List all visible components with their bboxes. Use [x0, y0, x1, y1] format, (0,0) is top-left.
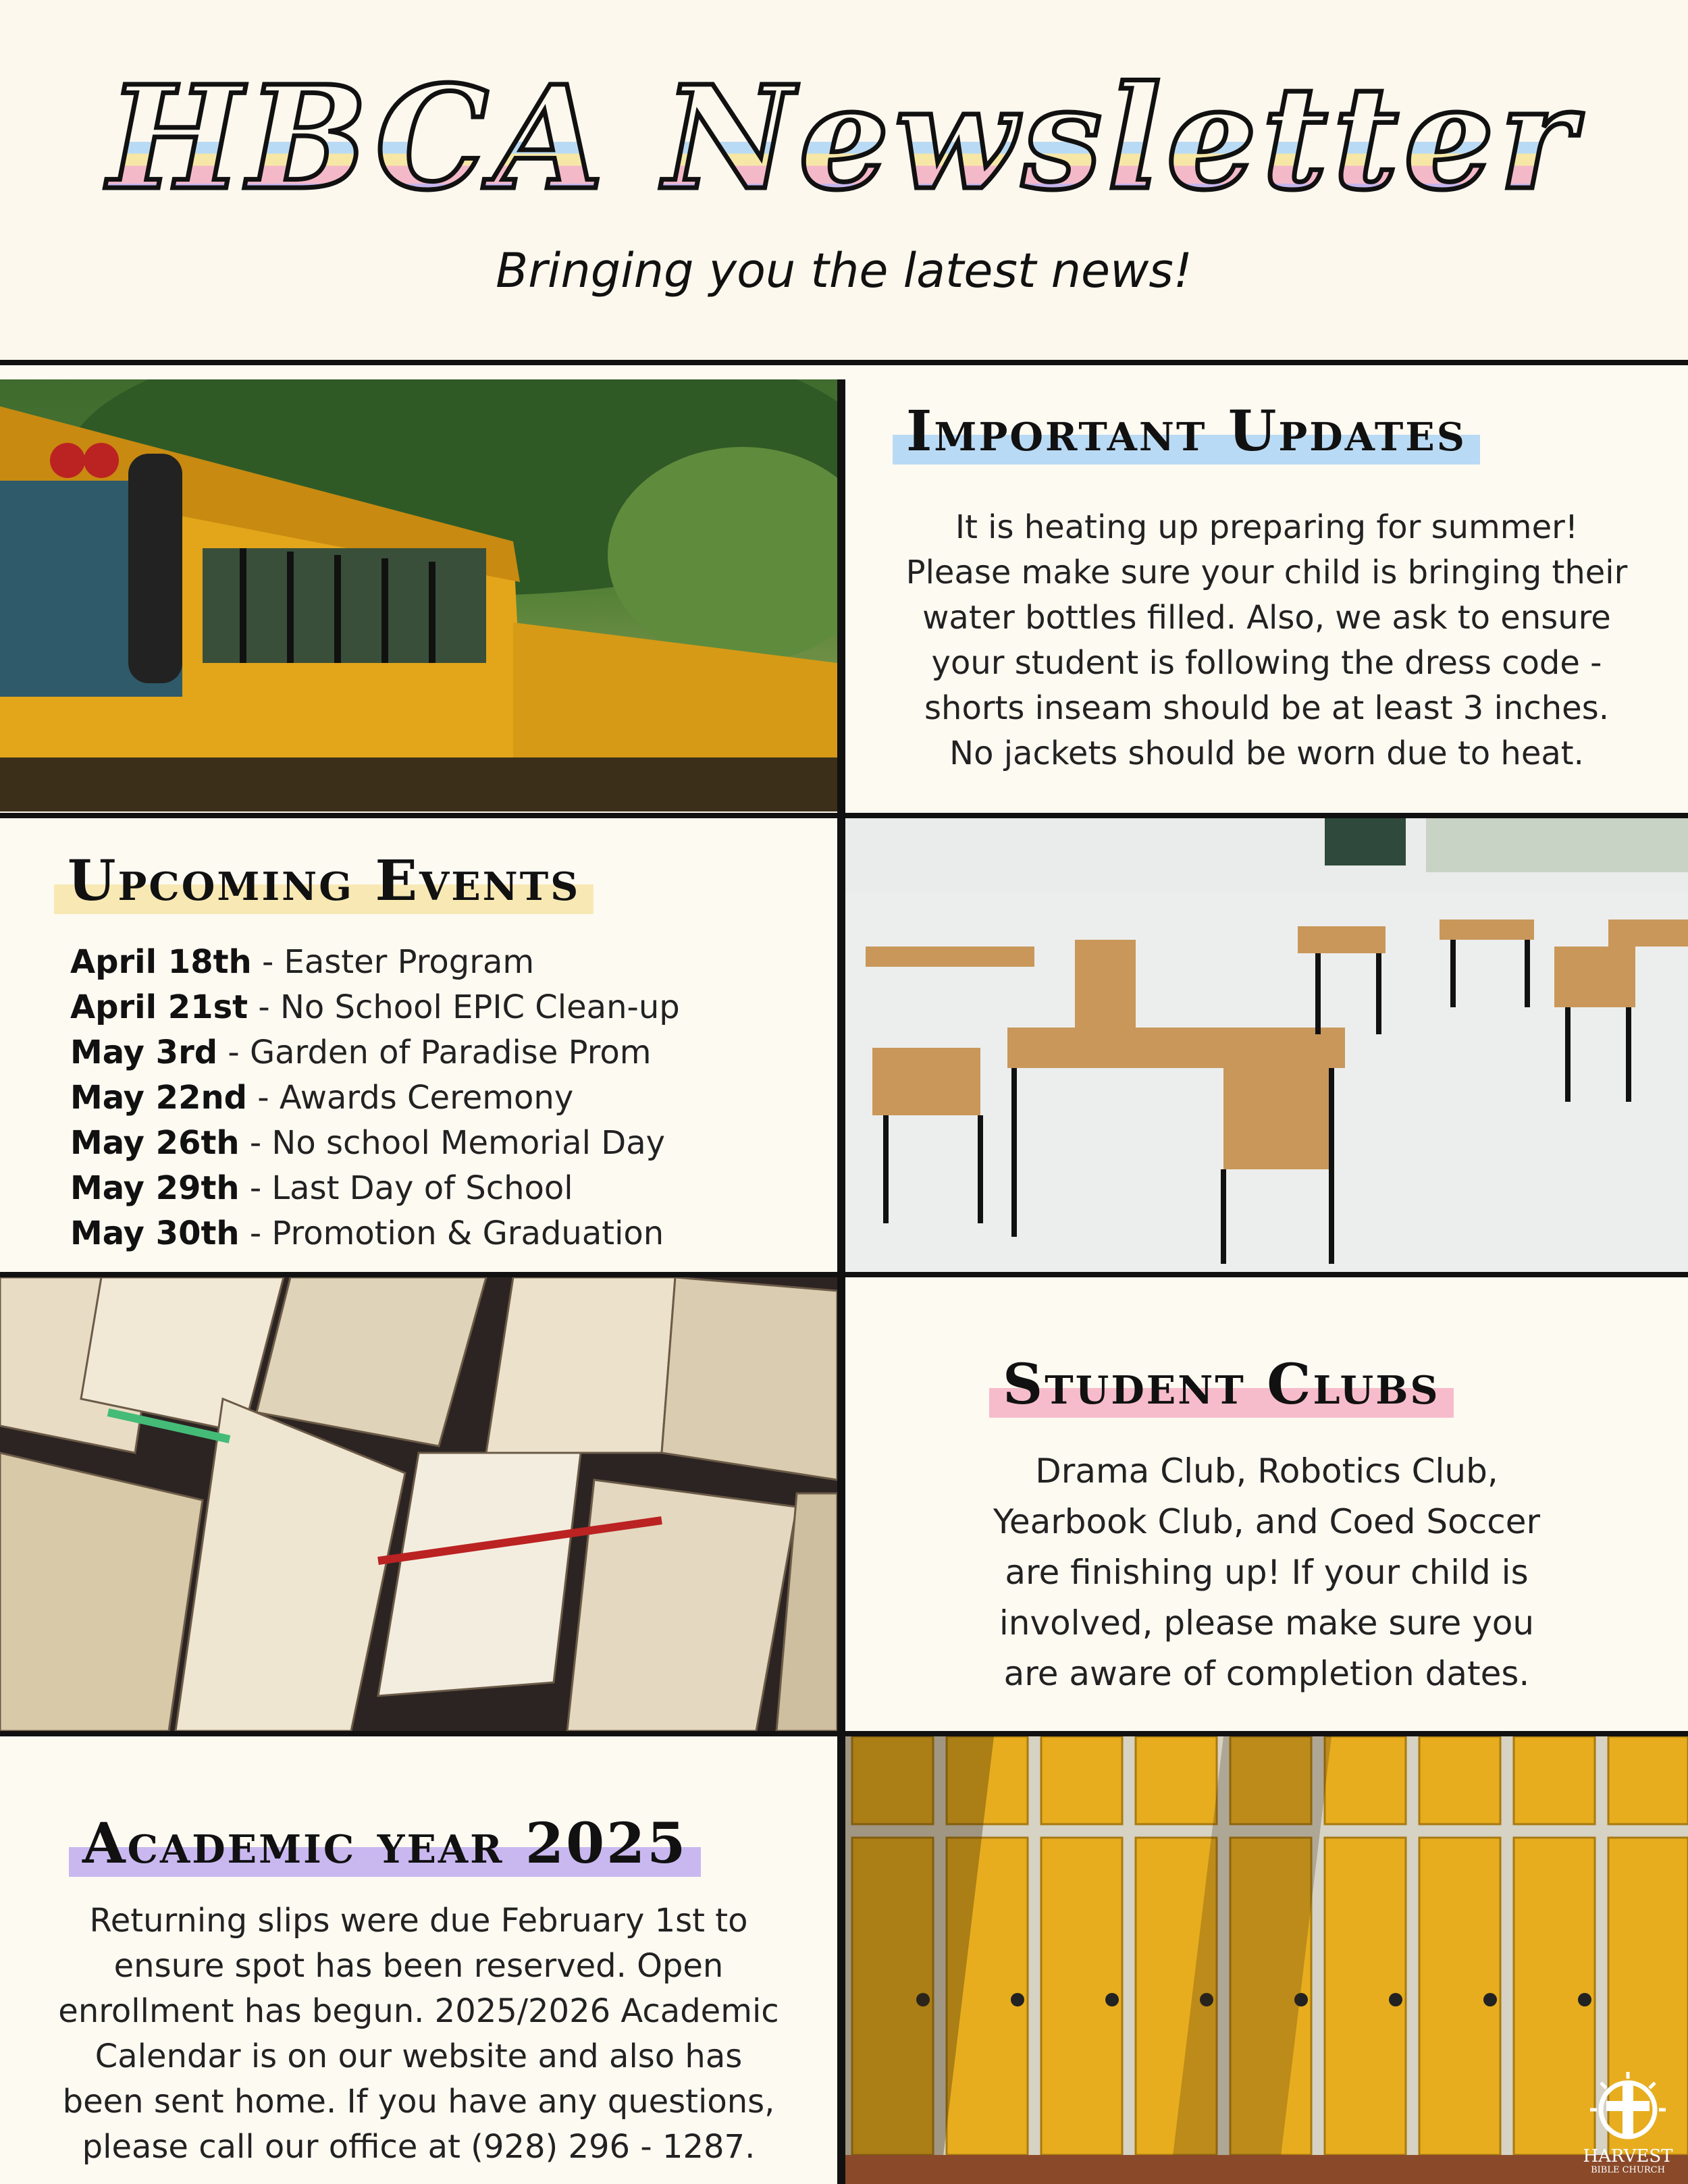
text-line: Yearbook Club, and Coed Soccer: [993, 1502, 1541, 1541]
stacked-books-photo: [0, 1277, 837, 1731]
academic-year-text: [0, 1898, 837, 2170]
text-line: Drama Club, Robotics Club,: [1035, 1451, 1498, 1491]
logo-name: HARVEST: [1583, 2146, 1673, 2166]
lockers-illustration: [845, 1736, 1688, 2184]
list-item: April 21st - No School EPIC Clean-up: [70, 988, 680, 1026]
text-line: It is heating up preparing for summer!: [955, 508, 1579, 546]
text-line: enrollment has begun. 2025/2026 Academic: [58, 1992, 779, 2030]
text-line: been sent home. If you have any questions,: [62, 2083, 775, 2121]
school-bus-photo: [0, 379, 837, 811]
text-line: your student is following the dress code -: [931, 644, 1602, 682]
list-item: May 26th - No school Memorial Day: [70, 1124, 666, 1162]
student-clubs-heading: Student Clubs: [1003, 1357, 1440, 1412]
cross-sun-icon: [1587, 2071, 1668, 2145]
logo-tagline: BIBLE CHURCH: [1591, 2165, 1665, 2175]
academic-year-heading: Academic year 2025: [82, 1816, 687, 1871]
column-divider: [837, 379, 845, 2184]
text-line: involved, please make sure you: [999, 1603, 1535, 1643]
classroom-desks-photo: [845, 818, 1688, 1272]
text-line: please call our office at (928) 296 - 1287.: [82, 2128, 756, 2166]
list-item: May 3rd - Garden of Paradise Prom: [70, 1034, 652, 1071]
header-divider: [0, 360, 1688, 365]
important-updates-text: [845, 505, 1688, 776]
text-line: water bottles filled. Also, we ask to ensure: [922, 599, 1611, 637]
yellow-lockers-photo: [845, 1736, 1688, 2184]
classroom-illustration: [845, 818, 1688, 1272]
text-line: No jackets should be worn due to heat.: [949, 735, 1584, 772]
upcoming-events-heading: Upcoming Events: [68, 853, 580, 909]
list-item: May 29th - Last Day of School: [70, 1169, 573, 1207]
student-clubs-text: [845, 1446, 1688, 1699]
text-line: are aware of completion dates.: [1003, 1654, 1530, 1693]
books-illustration: [0, 1277, 837, 1731]
newsletter-subtitle: Bringing you the latest news!: [496, 243, 1192, 298]
text-line: shorts inseam should be at least 3 inches.: [924, 689, 1609, 727]
important-updates-panel: [845, 379, 1688, 811]
text-line: Please make sure your child is bringing their: [905, 554, 1628, 591]
list-item: May 30th - Promotion & Graduation: [70, 1215, 664, 1252]
academic-year-panel: [0, 1736, 837, 2184]
events-list: [70, 940, 680, 1256]
text-line: Returning slips were due February 1st to: [89, 1902, 748, 1940]
list-item: April 18th - Easter Program: [70, 943, 535, 981]
important-updates-heading: Important Updates: [906, 404, 1467, 459]
harvest-logo: [1577, 2071, 1679, 2179]
list-item: May 22nd - Awards Ceremony: [70, 1079, 574, 1117]
newsletter-title: HBCA Newsletter: [0, 64, 1688, 213]
text-line: are finishing up! If your child is: [1005, 1553, 1529, 1592]
text-line: ensure spot has been reserved. Open: [113, 1947, 724, 1985]
school-bus-illustration: [0, 379, 837, 811]
newsletter-header: [0, 0, 1688, 361]
text-line: Calendar is on our website and also has: [95, 2037, 743, 2075]
student-clubs-panel: [845, 1277, 1688, 1731]
